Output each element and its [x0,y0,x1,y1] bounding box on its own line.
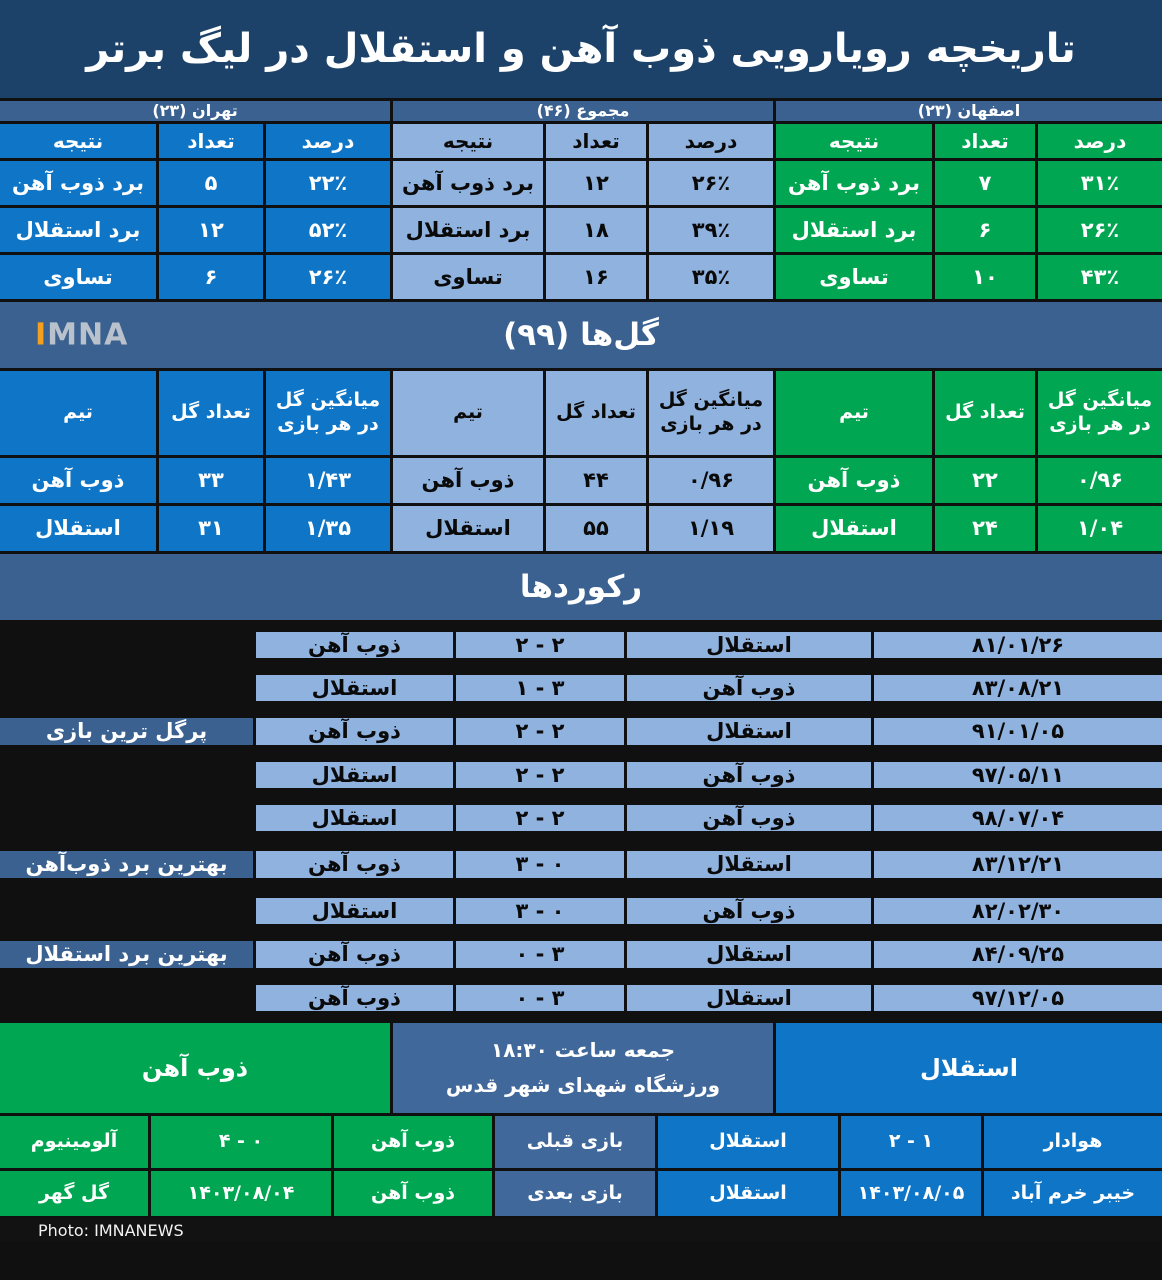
goal-avg: ۰/۹۶ [649,458,773,503]
team-name: ذوب آهن [776,458,932,503]
result-count: ۶ [935,208,1035,252]
result-label: برد استقلال [776,208,932,252]
col-header-count: تعداد [546,124,646,158]
fixture-home-team: ذوب آهن [0,1023,390,1113]
col-header-result: نتیجه [776,124,932,158]
record-team: ذوب آهن [256,985,453,1011]
fixture-datetime: جمعه ساعت ۱۸:۳۰ [490,1038,675,1062]
record-score: ۱ - ۳ [456,675,624,701]
goal-count: ۳۳ [159,458,263,503]
result-label: برد استقلال [0,208,156,252]
col-header-result: نتیجه [0,124,156,158]
prev-home-score: ۴ - ۰ [151,1116,331,1168]
col-header-percent: درصد [266,124,390,158]
record-date: ۹۷/۰۵/۱۱ [874,762,1162,788]
record-date: ۸۴/۰۹/۲۵ [874,941,1162,967]
record-score: ۲ - ۲ [456,762,624,788]
next-away-date: ۱۴۰۳/۰۸/۰۵ [841,1171,981,1216]
next-game-label: بازی بعدی [495,1171,655,1216]
goals-subheader-row [0,371,1162,455]
col-header-count: تعداد [935,124,1035,158]
page-title: تاریخچه رویارویی ذوب آهن و استقلال در لیگ برتر [0,0,1162,98]
record-team: استقلال [627,941,871,967]
team-name: ذوب آهن [393,458,543,503]
record-team: استقلال [627,985,871,1011]
fixture-venue: ورزشگاه شهدای شهر قدس [445,1073,721,1097]
col-header-percent: درصد [1038,124,1162,158]
group-header-row [0,101,1162,121]
record-team: ذوب آهن [627,805,871,831]
record-date: ۸۲/۰۲/۳۰ [874,898,1162,924]
records-section-header: رکوردها [0,554,1162,620]
goal-avg: ۱/۴۳ [266,458,390,503]
result-label: تساوی [0,255,156,299]
record-team: ذوب آهن [627,762,871,788]
record-team: ذوب آهن [627,898,871,924]
results-subheader-row [0,124,1162,158]
goals-row-esteghlal [0,506,1162,551]
result-percent: ۲۲٪ [266,161,390,205]
team-name: ذوب آهن [0,458,156,503]
record-team: استقلال [256,675,453,701]
goal-avg: ۱/۰۴ [1038,506,1162,551]
record-score: ۳ - ۰ [456,898,624,924]
imna-logo-rest: MNA [47,317,129,353]
result-label: برد ذوب آهن [393,161,543,205]
team-name: استقلال [0,506,156,551]
record-team: ذوب آهن [627,675,871,701]
col-header-goal-count: تعداد گل [546,371,646,455]
result-count: ۱۶ [546,255,646,299]
next-away-opponent: خیبر خرم آباد [984,1171,1162,1216]
records-block-highest-scoring [0,623,1162,840]
result-count: ۱۲ [546,161,646,205]
result-label: برد ذوب آهن [776,161,932,205]
record-score: ۰ - ۳ [456,985,624,1011]
group-header-tehran: تهران (۲۳) [0,101,390,121]
result-percent: ۲۶٪ [1038,208,1162,252]
record-category-label: بهترین برد استقلال [0,941,253,967]
col-header-result: نتیجه [393,124,543,158]
result-percent: ۳۹٪ [649,208,773,252]
imna-logo [35,318,128,353]
results-row-esteghlal-win [0,208,1162,252]
result-percent: ۲۶٪ [649,161,773,205]
record-score: ۰ - ۳ [456,941,624,967]
record-team: ذوب آهن [256,851,453,877]
goals-section-title: گل‌ها (۹۹) [503,317,659,353]
previous-game-row [0,1116,1162,1168]
group-header-isfahan: اصفهان (۲۳) [776,101,1162,121]
col-header-team: تیم [393,371,543,455]
record-team: ذوب آهن [256,632,453,658]
goals-row-zobahan [0,458,1162,503]
col-header-percent: درصد [649,124,773,158]
record-team: استقلال [627,718,871,744]
result-percent: ۴۳٪ [1038,255,1162,299]
record-team: استقلال [256,805,453,831]
result-percent: ۳۱٪ [1038,161,1162,205]
result-label: برد ذوب آهن [0,161,156,205]
record-team: ذوب آهن [256,941,453,967]
records-block-best-esteghlal-win [0,889,1162,1020]
goal-count: ۲۴ [935,506,1035,551]
record-team: استقلال [256,898,453,924]
record-score: ۳ - ۰ [456,851,624,877]
record-team: ذوب آهن [256,718,453,744]
record-team: استقلال [627,851,871,877]
goal-count: ۲۲ [935,458,1035,503]
group-header-total: مجموع (۴۶) [393,101,773,121]
record-date: ۸۳/۰۸/۲۱ [874,675,1162,701]
col-header-goal-avg: میانگین گل در هر بازی [649,371,773,455]
result-label: تساوی [393,255,543,299]
record-score: ۲ - ۲ [456,632,624,658]
record-score: ۲ - ۲ [456,805,624,831]
results-row-zobahan-win [0,161,1162,205]
result-percent: ۵۲٪ [266,208,390,252]
goal-count: ۵۵ [546,506,646,551]
result-count: ۶ [159,255,263,299]
goal-count: ۴۴ [546,458,646,503]
result-percent: ۳۵٪ [649,255,773,299]
team-name: استقلال [776,506,932,551]
result-count: ۱۰ [935,255,1035,299]
previous-game-label: بازی قبلی [495,1116,655,1168]
record-team: استقلال [256,762,453,788]
prev-away-opponent: هوادار [984,1116,1162,1168]
prev-away-team: استقلال [658,1116,838,1168]
col-header-goal-count: تعداد گل [935,371,1035,455]
results-row-draw [0,255,1162,299]
result-label: تساوی [776,255,932,299]
photo-credit: Photo: IMNANEWS [0,1219,1162,1241]
imna-logo-accent: I [35,317,48,353]
result-count: ۱۸ [546,208,646,252]
next-game-row [0,1171,1162,1216]
prev-home-team: ذوب آهن [334,1116,492,1168]
record-team: استقلال [627,632,871,658]
team-name: استقلال [393,506,543,551]
goal-avg: ۰/۹۶ [1038,458,1162,503]
next-home-opponent: گل گهر [0,1171,148,1216]
goal-avg: ۱/۱۹ [649,506,773,551]
prev-away-score: ۲ - ۱ [841,1116,981,1168]
result-count: ۱۲ [159,208,263,252]
goals-section-header [0,302,1162,368]
goal-count: ۳۱ [159,506,263,551]
fixture-info [393,1023,773,1113]
record-date: ۹۱/۰۱/۰۵ [874,718,1162,744]
fixture-away-team: استقلال [776,1023,1162,1113]
result-percent: ۲۶٪ [266,255,390,299]
result-count: ۷ [935,161,1035,205]
record-date: ۸۳/۱۲/۲۱ [874,851,1162,877]
col-header-team: تیم [776,371,932,455]
goal-avg: ۱/۳۵ [266,506,390,551]
record-date: ۹۷/۱۲/۰۵ [874,985,1162,1011]
next-away-team: استقلال [658,1171,838,1216]
col-header-count: تعداد [159,124,263,158]
fixture-band [0,1023,1162,1113]
record-date: ۹۸/۰۷/۰۴ [874,805,1162,831]
prev-home-opponent: آلومینیوم [0,1116,148,1168]
record-score: ۲ - ۲ [456,718,624,744]
result-label: برد استقلال [393,208,543,252]
col-header-team: تیم [0,371,156,455]
record-category-label: پرگل ترین بازی [0,718,253,744]
next-home-date: ۱۴۰۳/۰۸/۰۴ [151,1171,331,1216]
col-header-goal-avg: میانگین گل در هر بازی [1038,371,1162,455]
record-date: ۸۱/۰۱/۲۶ [874,632,1162,658]
record-category-label: بهترین برد ذوب‌آهن [0,851,253,877]
next-home-team: ذوب آهن [334,1171,492,1216]
col-header-goal-count: تعداد گل [159,371,263,455]
records-block-best-zobahan-win [0,843,1162,886]
result-count: ۵ [159,161,263,205]
col-header-goal-avg: میانگین گل در هر بازی [266,371,390,455]
